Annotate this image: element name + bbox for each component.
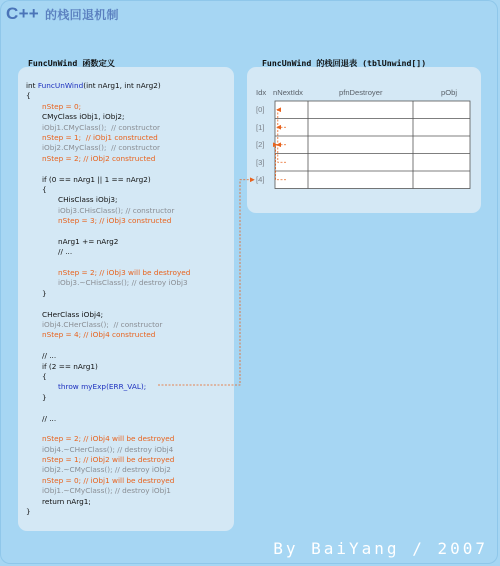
table-row-index: [2] — [256, 140, 265, 149]
code-line: iObj2.~CMyClass(); // destroy iObj2 — [42, 465, 171, 475]
code-line: nStep = 1; // iObj1 constructed — [42, 132, 158, 142]
code-line: { — [42, 184, 47, 194]
code-line: nStep = 3; // iObj3 constructed — [58, 216, 172, 226]
code-line: } — [42, 288, 47, 298]
code-line: // ... — [58, 247, 73, 257]
table-row-index: [1] — [256, 122, 265, 132]
code-line: nStep = 1; // iObj2 will be destroyed — [42, 455, 175, 465]
code-line: CMyClass iObj1, iObj2; — [42, 112, 125, 122]
code-line: CHerClass iObj4; — [42, 309, 104, 319]
title-cpp: C++ — [6, 4, 40, 23]
title-cn: 的栈回退机制 — [45, 8, 119, 22]
code-line: nStep = 0; // iObj1 will be destroyed — [42, 475, 175, 485]
code-line: iObj3.~CHisClass(); // destroy iObj3 — [58, 278, 188, 288]
code-line: CHisClass iObj3; — [58, 195, 118, 205]
header-idx: Idx — [256, 88, 267, 97]
code-line: nStep = 2; // iObj4 will be destroyed — [42, 434, 175, 444]
code-token: (int nArg1, int nArg2) — [83, 81, 161, 90]
code-line: iObj4.CHerClass(); // constructor — [42, 319, 163, 329]
header-next-idx: nNextIdx — [273, 88, 303, 97]
code-line: iObj3.CHisClass(); // constructor — [58, 205, 175, 215]
code-token: FuncUnWind — [37, 81, 84, 90]
code-line: nStep = 2; // iObj2 constructed — [42, 153, 156, 163]
code-line: iObj1.~CMyClass(); // destroy iObj1 — [42, 486, 171, 496]
table-row-index: [0] — [256, 105, 265, 114]
code-line: } — [42, 392, 47, 402]
code-line: iObj4.~CHerClass(); // destroy iObj4 — [42, 444, 174, 454]
code-line: iObj2.CMyClass(); // constructor — [42, 143, 161, 153]
code-line: { — [26, 91, 31, 101]
code-line: } — [26, 507, 31, 517]
code-panel-title: FuncUnWind 函数定义 — [28, 58, 115, 68]
code-line: iObj1.CMyClass(); // constructor — [42, 122, 161, 132]
footer-credit: By BaiYang / 2007 — [273, 539, 488, 558]
code-line: return nArg1; — [42, 496, 91, 506]
table-body — [275, 101, 470, 189]
code-line: nStep = 0; — [42, 101, 82, 111]
code-line: { — [42, 371, 47, 381]
code-line: throw myExp(ERR_VAL); — [58, 382, 147, 392]
code-token: int — [26, 81, 38, 90]
throw-to-unwind-arrow — [158, 180, 254, 385]
code-line: if (0 == nArg1 || 1 == nArg2) — [42, 174, 151, 184]
header-destroyer: pfnDestroyer — [339, 88, 383, 97]
code-line: nStep = 2; // iObj3 will be destroyed — [58, 268, 191, 278]
header-obj: pObj — [441, 88, 458, 97]
table-panel-title: FuncUnWind 的栈回退表 (tblUnwind[]) — [262, 58, 427, 68]
table-row-index: [3] — [256, 157, 265, 167]
code-line: if (2 == nArg1) — [42, 361, 98, 371]
code-line: nStep = 4; // iObj4 constructed — [42, 330, 156, 340]
code-line: // ... — [42, 351, 57, 361]
code-line: nArg1 += nArg2 — [58, 236, 119, 246]
code-line: // ... — [42, 413, 57, 423]
table-row-index: [4] — [256, 175, 265, 184]
